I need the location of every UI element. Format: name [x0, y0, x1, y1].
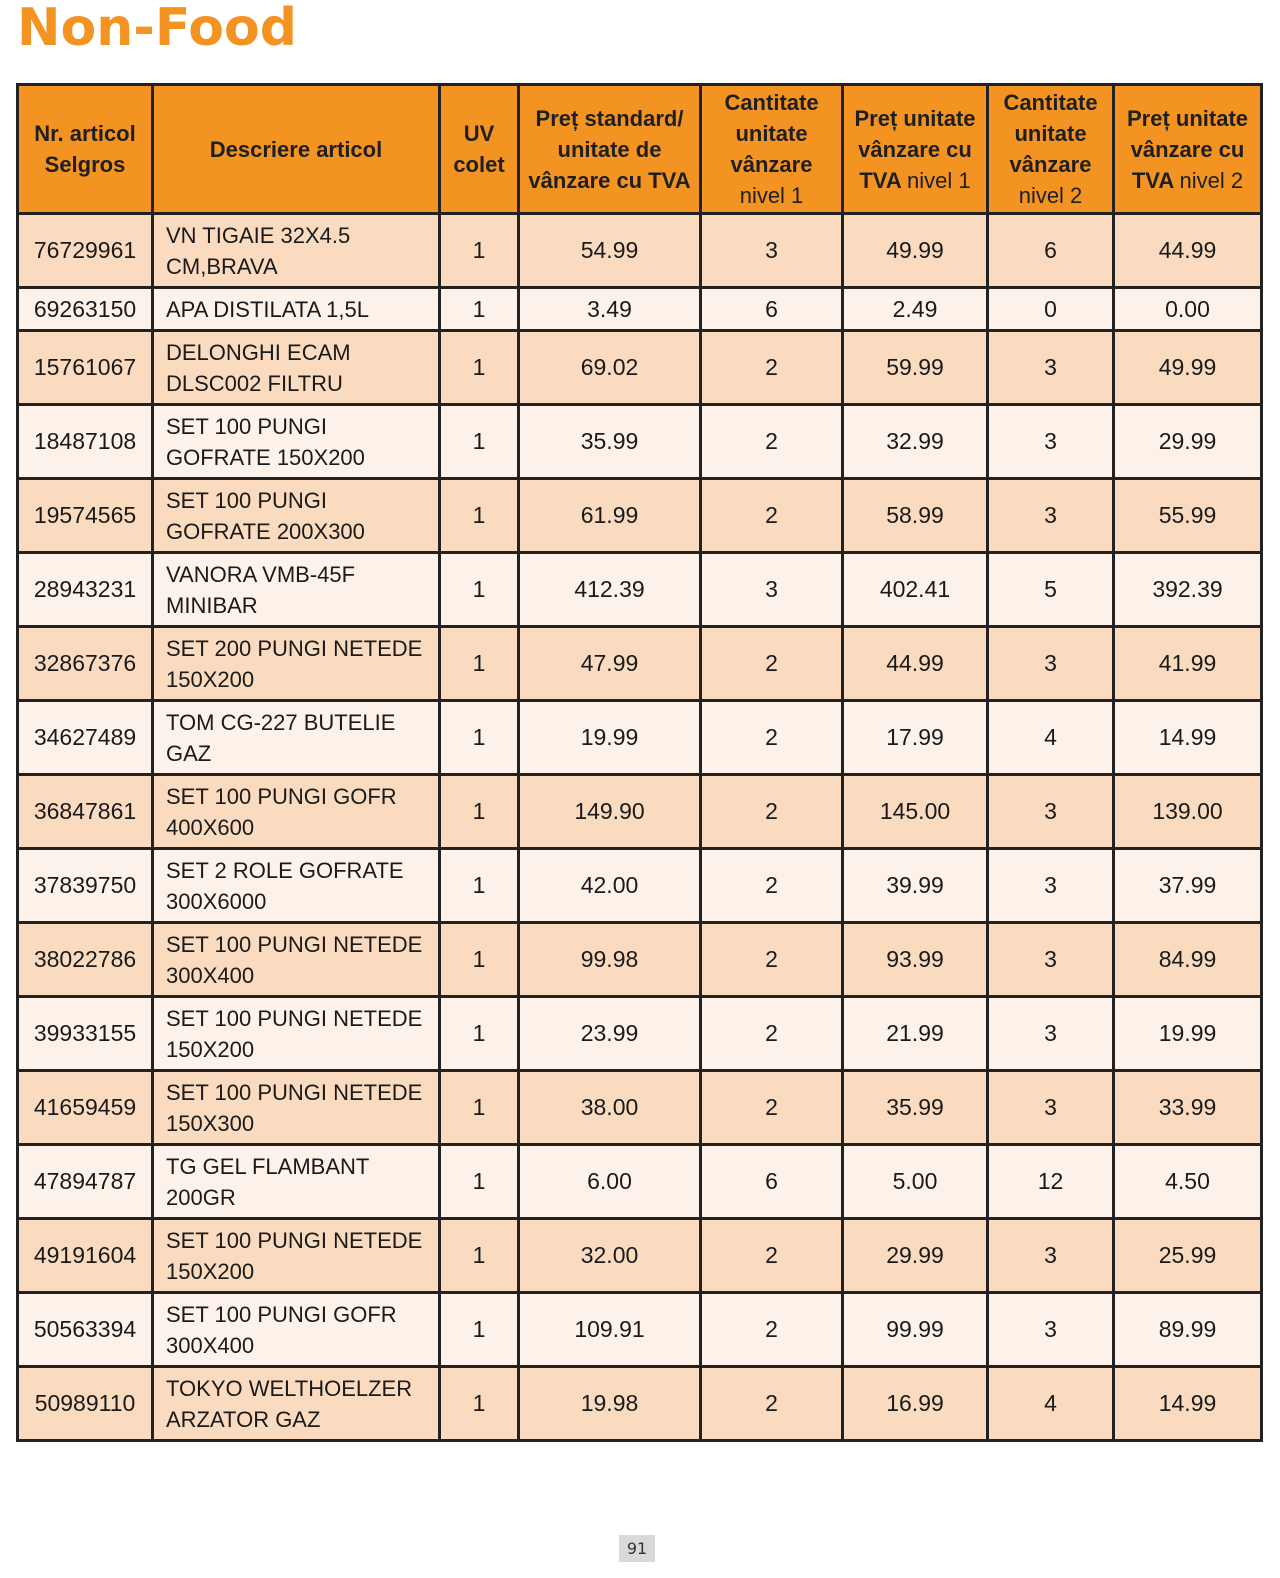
cell-price-level-2: 14.99 — [1114, 1367, 1262, 1441]
cell-price-level-2: 19.99 — [1114, 997, 1262, 1071]
cell-standard-price: 19.98 — [519, 1367, 701, 1441]
cell-standard-price: 69.02 — [519, 331, 701, 405]
cell-qty-level-1: 2 — [701, 627, 843, 701]
cell-uv-colet: 1 — [440, 923, 519, 997]
cell-uv-colet: 1 — [440, 1219, 519, 1293]
cell-standard-price: 32.00 — [519, 1219, 701, 1293]
cell-qty-level-1: 2 — [701, 331, 843, 405]
cell-article-number: 50563394 — [18, 1293, 153, 1367]
cell-price-level-1: 17.99 — [843, 701, 988, 775]
cell-price-level-1: 35.99 — [843, 1071, 988, 1145]
cell-standard-price: 47.99 — [519, 627, 701, 701]
cell-qty-level-2: 4 — [988, 701, 1114, 775]
table-row — [18, 479, 1262, 553]
cell-description: APA DISTILATA 1,5L — [153, 288, 440, 331]
cell-description: SET 100 PUNGI GOFRATE 200X300 — [153, 479, 440, 553]
cell-qty-level-2: 3 — [988, 1293, 1114, 1367]
cell-description: DELONGHI ECAM DLSC002 FILTRU — [153, 331, 440, 405]
cell-article-number: 50989110 — [18, 1367, 153, 1441]
cell-qty-level-1: 2 — [701, 775, 843, 849]
cell-qty-level-1: 2 — [701, 701, 843, 775]
cell-price-level-2: 25.99 — [1114, 1219, 1262, 1293]
cell-qty-level-2: 3 — [988, 1071, 1114, 1145]
cell-standard-price: 412.39 — [519, 553, 701, 627]
cell-standard-price: 19.99 — [519, 701, 701, 775]
cell-price-level-2: 89.99 — [1114, 1293, 1262, 1367]
cell-qty-level-1: 2 — [701, 849, 843, 923]
cell-article-number: 39933155 — [18, 997, 153, 1071]
cell-description: VN TIGAIE 32X4.5 CM,BRAVA — [153, 214, 440, 288]
cell-article-number: 19574565 — [18, 479, 153, 553]
cell-qty-level-2: 3 — [988, 1219, 1114, 1293]
table-row — [18, 1367, 1262, 1441]
cell-description: TOKYO WELTHOELZER ARZATOR GAZ — [153, 1367, 440, 1441]
header-qty-level-2: Cantitate unitate vânzare nivel 2 — [988, 85, 1114, 214]
cell-standard-price: 109.91 — [519, 1293, 701, 1367]
cell-standard-price: 99.98 — [519, 923, 701, 997]
cell-standard-price: 3.49 — [519, 288, 701, 331]
cell-uv-colet: 1 — [440, 1071, 519, 1145]
cell-uv-colet: 1 — [440, 701, 519, 775]
cell-qty-level-2: 0 — [988, 288, 1114, 331]
cell-article-number: 41659459 — [18, 1071, 153, 1145]
cell-article-number: 76729961 — [18, 214, 153, 288]
cell-article-number: 32867376 — [18, 627, 153, 701]
cell-uv-colet: 1 — [440, 849, 519, 923]
price-table — [16, 83, 1263, 1442]
cell-price-level-1: 145.00 — [843, 775, 988, 849]
table-row — [18, 1071, 1262, 1145]
cell-qty-level-1: 3 — [701, 553, 843, 627]
cell-price-level-1: 49.99 — [843, 214, 988, 288]
cell-article-number: 34627489 — [18, 701, 153, 775]
cell-qty-level-1: 2 — [701, 923, 843, 997]
cell-qty-level-2: 12 — [988, 1145, 1114, 1219]
cell-price-level-1: 58.99 — [843, 479, 988, 553]
table-row — [18, 775, 1262, 849]
cell-qty-level-2: 6 — [988, 214, 1114, 288]
header-description: Descriere articol — [153, 85, 440, 214]
cell-qty-level-2: 3 — [988, 479, 1114, 553]
table-row — [18, 923, 1262, 997]
cell-uv-colet: 1 — [440, 479, 519, 553]
cell-price-level-1: 93.99 — [843, 923, 988, 997]
cell-standard-price: 23.99 — [519, 997, 701, 1071]
cell-description: SET 100 PUNGI GOFR 400X600 — [153, 775, 440, 849]
cell-price-level-2: 139.00 — [1114, 775, 1262, 849]
cell-qty-level-2: 3 — [988, 405, 1114, 479]
cell-qty-level-1: 2 — [701, 1071, 843, 1145]
cell-price-level-2: 4.50 — [1114, 1145, 1262, 1219]
header-standard-price: Preț standard/ unitate de vânzare cu TVA — [519, 85, 701, 214]
cell-article-number: 38022786 — [18, 923, 153, 997]
cell-price-level-1: 402.41 — [843, 553, 988, 627]
cell-price-level-2: 0.00 — [1114, 288, 1262, 331]
cell-description: SET 100 PUNGI GOFR 300X400 — [153, 1293, 440, 1367]
cell-price-level-1: 99.99 — [843, 1293, 988, 1367]
cell-article-number: 37839750 — [18, 849, 153, 923]
cell-price-level-1: 5.00 — [843, 1145, 988, 1219]
cell-price-level-2: 37.99 — [1114, 849, 1262, 923]
cell-qty-level-1: 2 — [701, 405, 843, 479]
cell-description: SET 100 PUNGI GOFRATE 150X200 — [153, 405, 440, 479]
cell-qty-level-2: 3 — [988, 923, 1114, 997]
cell-price-level-2: 55.99 — [1114, 479, 1262, 553]
cell-uv-colet: 1 — [440, 214, 519, 288]
cell-article-number: 36847861 — [18, 775, 153, 849]
cell-qty-level-2: 3 — [988, 627, 1114, 701]
cell-standard-price: 38.00 — [519, 1071, 701, 1145]
cell-price-level-2: 392.39 — [1114, 553, 1262, 627]
cell-qty-level-2: 3 — [988, 775, 1114, 849]
cell-price-level-2: 29.99 — [1114, 405, 1262, 479]
table-row — [18, 1145, 1262, 1219]
cell-qty-level-2: 3 — [988, 997, 1114, 1071]
cell-standard-price: 42.00 — [519, 849, 701, 923]
cell-price-level-1: 32.99 — [843, 405, 988, 479]
cell-description: SET 100 PUNGI NETEDE 150X300 — [153, 1071, 440, 1145]
cell-qty-level-2: 4 — [988, 1367, 1114, 1441]
cell-article-number: 49191604 — [18, 1219, 153, 1293]
cell-uv-colet: 1 — [440, 553, 519, 627]
cell-qty-level-1: 2 — [701, 479, 843, 553]
cell-description: TG GEL FLAMBANT 200GR — [153, 1145, 440, 1219]
cell-article-number: 15761067 — [18, 331, 153, 405]
table-row — [18, 214, 1262, 288]
page-number: 91 — [619, 1535, 655, 1562]
table-row — [18, 1219, 1262, 1293]
page-title: Non-Food — [17, 0, 297, 58]
table-row — [18, 701, 1262, 775]
cell-uv-colet: 1 — [440, 1293, 519, 1367]
cell-standard-price: 6.00 — [519, 1145, 701, 1219]
cell-price-level-1: 59.99 — [843, 331, 988, 405]
cell-uv-colet: 1 — [440, 405, 519, 479]
header-article-number: Nr. articol Selgros — [18, 85, 153, 214]
cell-description: SET 100 PUNGI NETEDE 300X400 — [153, 923, 440, 997]
cell-uv-colet: 1 — [440, 331, 519, 405]
cell-uv-colet: 1 — [440, 1367, 519, 1441]
cell-qty-level-1: 3 — [701, 214, 843, 288]
cell-price-level-2: 49.99 — [1114, 331, 1262, 405]
table-row — [18, 1293, 1262, 1367]
cell-description: TOM CG-227 BUTELIE GAZ — [153, 701, 440, 775]
header-price-level-2: Preț unitate vânzare cu TVA nivel 2 — [1114, 85, 1262, 214]
cell-uv-colet: 1 — [440, 288, 519, 331]
cell-standard-price: 149.90 — [519, 775, 701, 849]
header-uv-colet: UV colet — [440, 85, 519, 214]
cell-qty-level-2: 3 — [988, 331, 1114, 405]
cell-price-level-1: 29.99 — [843, 1219, 988, 1293]
cell-qty-level-1: 6 — [701, 1145, 843, 1219]
cell-price-level-2: 14.99 — [1114, 701, 1262, 775]
table-row — [18, 849, 1262, 923]
price-table-container — [16, 83, 1260, 1442]
cell-price-level-2: 44.99 — [1114, 214, 1262, 288]
table-row — [18, 553, 1262, 627]
header-price-level-1: Preț unitate vânzare cu TVA nivel 1 — [843, 85, 988, 214]
cell-qty-level-1: 2 — [701, 1367, 843, 1441]
cell-price-level-1: 21.99 — [843, 997, 988, 1071]
cell-description: VANORA VMB-45F MINIBAR — [153, 553, 440, 627]
table-row — [18, 288, 1262, 331]
table-body — [18, 214, 1262, 1441]
cell-qty-level-1: 2 — [701, 1219, 843, 1293]
cell-article-number: 47894787 — [18, 1145, 153, 1219]
cell-qty-level-1: 2 — [701, 1293, 843, 1367]
cell-qty-level-1: 2 — [701, 997, 843, 1071]
cell-standard-price: 61.99 — [519, 479, 701, 553]
cell-description: SET 2 ROLE GOFRATE 300X6000 — [153, 849, 440, 923]
table-row — [18, 405, 1262, 479]
cell-qty-level-2: 5 — [988, 553, 1114, 627]
cell-qty-level-1: 6 — [701, 288, 843, 331]
cell-price-level-1: 2.49 — [843, 288, 988, 331]
cell-article-number: 28943231 — [18, 553, 153, 627]
cell-article-number: 18487108 — [18, 405, 153, 479]
cell-uv-colet: 1 — [440, 627, 519, 701]
table-row — [18, 997, 1262, 1071]
cell-uv-colet: 1 — [440, 775, 519, 849]
cell-qty-level-2: 3 — [988, 849, 1114, 923]
cell-price-level-2: 33.99 — [1114, 1071, 1262, 1145]
cell-description: SET 200 PUNGI NETEDE 150X200 — [153, 627, 440, 701]
table-row — [18, 627, 1262, 701]
cell-standard-price: 35.99 — [519, 405, 701, 479]
header-qty-level-1: Cantitate unitate vânzare nivel 1 — [701, 85, 843, 214]
cell-article-number: 69263150 — [18, 288, 153, 331]
cell-price-level-1: 44.99 — [843, 627, 988, 701]
cell-price-level-2: 41.99 — [1114, 627, 1262, 701]
cell-price-level-1: 39.99 — [843, 849, 988, 923]
cell-description: SET 100 PUNGI NETEDE 150X200 — [153, 1219, 440, 1293]
cell-description: SET 100 PUNGI NETEDE 150X200 — [153, 997, 440, 1071]
cell-standard-price: 54.99 — [519, 214, 701, 288]
cell-uv-colet: 1 — [440, 1145, 519, 1219]
table-row — [18, 331, 1262, 405]
cell-price-level-1: 16.99 — [843, 1367, 988, 1441]
cell-price-level-2: 84.99 — [1114, 923, 1262, 997]
table-header-row — [18, 85, 1262, 214]
cell-uv-colet: 1 — [440, 997, 519, 1071]
